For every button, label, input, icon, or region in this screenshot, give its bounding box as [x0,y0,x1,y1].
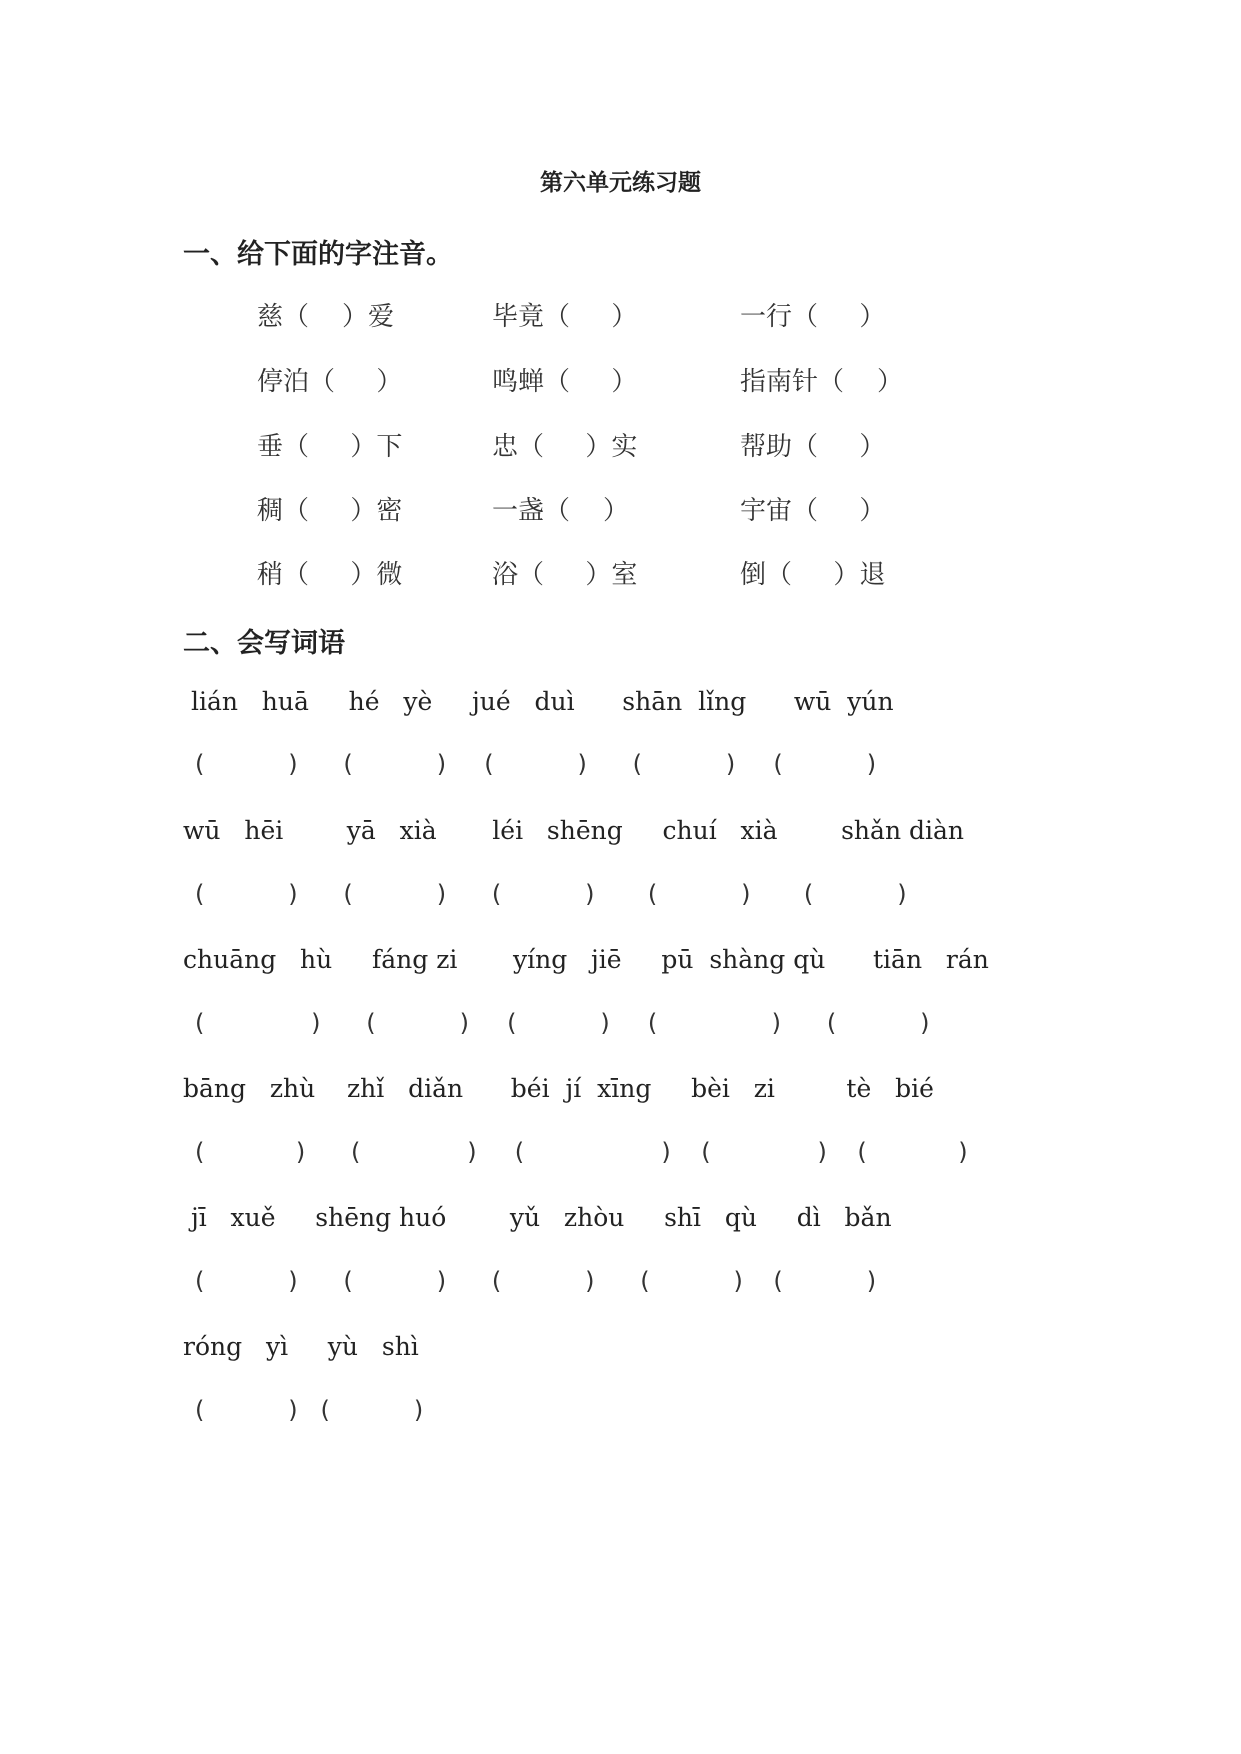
char-item: 慈（ ）爱 [257,302,395,332]
pinyin-line: chuāng hù fáng zi yíng jiē pū shàng qù tiān rán [183,945,989,974]
answer-blanks: ( ) ( ) ( ) ( ) ( ) [195,880,907,908]
char-item: 忠（ ）实 [492,432,638,462]
pinyin-line: lián huā hé yè jué duì shān lǐng wū yún [183,687,894,716]
pinyin-line: wū hēi yā xià léi shēng chuí xià shǎn diàn [183,816,964,845]
answer-blanks: ( ) ( ) [195,1396,424,1424]
section-1-heading: 一、给下面的字注音。 [183,239,453,270]
section-2-heading: 二、会写词语 [183,628,345,659]
char-item: 宇宙（ ） [740,496,886,526]
pinyin-line: róng yì yù shì [183,1332,419,1361]
char-item: 指南针（ ） [740,367,904,397]
char-item: 鸣蝉（ ） [492,367,638,397]
answer-blanks: ( ) ( ) ( ) ( ) ( ) [195,1138,968,1166]
answer-blanks: ( ) ( ) ( ) ( ) ( ) [195,1009,930,1037]
pinyin-line: bāng zhù zhǐ diǎn béi jí xīng bèi zi tè bié [183,1074,934,1103]
page-title: 第六单元练习题 [540,170,701,196]
char-item: 一行（ ） [740,302,886,332]
pinyin-line: jī xuě shēng huó yǔ zhòu shī qù dì bǎn [183,1203,892,1232]
answer-blanks: ( ) ( ) ( ) ( ) ( ) [195,1267,877,1295]
char-item: 浴（ ）室 [492,560,638,590]
char-item: 垂（ ）下 [257,432,403,462]
char-item: 毕竟（ ） [492,302,638,332]
char-item: 稍（ ）微 [257,560,403,590]
char-item: 倒（ ）退 [740,560,886,590]
char-item: 稠（ ）密 [257,496,403,526]
char-item: 一盏（ ） [492,496,630,526]
char-item: 帮助（ ） [740,432,886,462]
answer-blanks: ( ) ( ) ( ) ( ) ( ) [195,750,877,778]
char-item: 停泊（ ） [257,367,403,397]
